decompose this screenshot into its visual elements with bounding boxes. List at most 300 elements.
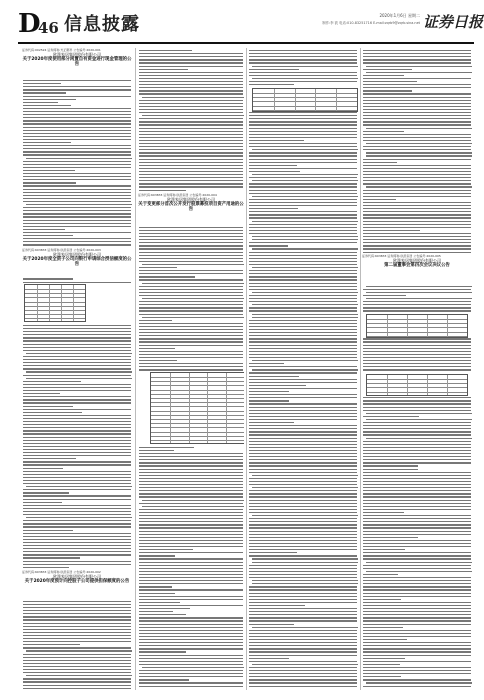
table-column-rule — [274, 89, 275, 111]
body-text-line — [363, 93, 471, 94]
article-company: 欧派家居集团股份有限公司 — [53, 574, 101, 579]
body-text-line — [139, 549, 193, 550]
body-text-line — [363, 159, 471, 160]
body-text-line — [249, 493, 357, 494]
body-text-line — [139, 462, 243, 463]
body-text-line — [23, 387, 131, 388]
body-text-line — [23, 170, 75, 171]
article-company: 欧派家居集团股份有限公司 — [53, 252, 101, 257]
body-text-line — [23, 356, 131, 357]
body-text-line — [23, 133, 131, 134]
body-text-line — [23, 117, 131, 118]
body-text-line — [363, 441, 471, 442]
body-text-line — [363, 233, 471, 234]
body-text-line — [363, 453, 471, 454]
body-text-line — [23, 626, 131, 627]
body-text-line — [139, 348, 175, 349]
body-text-line — [23, 384, 131, 385]
body-text-line — [363, 217, 471, 218]
table-row-rule — [151, 381, 244, 382]
table-row-rule — [151, 436, 244, 437]
body-text-line — [249, 447, 357, 448]
body-text-line — [23, 458, 76, 459]
body-text-line — [139, 459, 243, 460]
body-text-line — [252, 174, 358, 175]
body-text-line — [363, 81, 417, 82]
body-text-line — [139, 335, 243, 336]
body-text-line — [249, 453, 357, 454]
body-text-line — [363, 109, 471, 110]
body-text-line — [366, 419, 472, 420]
body-text-line — [249, 345, 357, 346]
column-4 — [362, 48, 472, 690]
body-text-line — [139, 56, 243, 57]
body-text-line — [249, 661, 357, 662]
body-text-line — [23, 564, 131, 565]
table-column-rule — [170, 373, 171, 443]
body-text-line — [363, 124, 471, 125]
body-text-line — [139, 534, 243, 535]
body-text-line — [363, 565, 471, 566]
body-text-line — [249, 503, 357, 504]
body-text-line — [249, 676, 357, 677]
body-text-line — [139, 617, 243, 618]
body-text-line — [26, 378, 132, 379]
body-text-line — [23, 548, 131, 549]
data-table — [150, 372, 244, 444]
table-row-rule — [367, 323, 467, 324]
body-text-line — [23, 557, 80, 558]
body-text-line — [249, 283, 357, 284]
body-text-line — [363, 490, 471, 491]
body-text-line — [249, 69, 299, 70]
body-text-line — [252, 475, 358, 476]
body-text-line — [139, 589, 243, 590]
body-text-line — [23, 567, 69, 568]
body-text-line — [249, 651, 357, 652]
body-text-line — [363, 627, 403, 628]
body-text-line — [23, 523, 131, 524]
body-text-line — [139, 109, 243, 110]
body-text-line — [139, 596, 243, 597]
body-text-line — [363, 351, 471, 352]
body-text-line — [249, 165, 297, 166]
body-text-line — [249, 571, 357, 572]
body-text-line — [23, 632, 131, 633]
body-text-line — [249, 484, 357, 485]
body-text-line — [23, 108, 131, 109]
body-text-line — [23, 660, 131, 661]
body-text-line — [139, 661, 243, 662]
body-text-line — [363, 304, 471, 305]
body-text-line — [139, 84, 243, 85]
body-text-line — [366, 128, 472, 129]
body-text-line — [363, 673, 471, 674]
body-text-line — [249, 233, 357, 234]
body-text-line — [363, 307, 471, 308]
body-text-line — [249, 655, 357, 656]
table-row-rule — [367, 379, 467, 380]
body-text-line — [139, 50, 192, 51]
body-text-line — [363, 540, 471, 541]
body-text-line — [139, 100, 243, 101]
body-text-line — [23, 502, 62, 503]
body-text-line — [23, 151, 131, 152]
body-text-line — [363, 416, 419, 417]
body-text-line — [249, 431, 357, 432]
body-text-line — [366, 152, 472, 153]
body-text-line — [139, 53, 243, 54]
body-text-line — [249, 214, 357, 215]
body-text-line — [363, 78, 471, 79]
body-text-line — [139, 543, 243, 544]
body-text-line — [363, 118, 471, 119]
body-text-line — [363, 338, 471, 339]
body-text-line — [249, 506, 357, 507]
article-code: 证券代码:603833 证券简称:欧派家居 公告编号:2020-005 — [362, 254, 441, 258]
body-text-line — [249, 341, 357, 342]
body-text-line — [249, 521, 357, 522]
body-text-line — [249, 382, 357, 383]
body-text-line — [249, 338, 357, 339]
body-text-line — [139, 137, 243, 138]
body-text-line — [249, 620, 357, 621]
body-text-line — [23, 688, 131, 689]
body-text-line — [366, 72, 472, 73]
body-text-line — [139, 171, 243, 172]
data-table — [252, 88, 358, 112]
body-text-line — [363, 56, 471, 57]
body-text-line — [249, 407, 357, 408]
body-text-line — [249, 496, 357, 497]
body-text-line — [23, 201, 131, 202]
body-text-line — [139, 571, 243, 572]
body-text-line — [23, 368, 131, 369]
body-text-line — [249, 490, 357, 491]
body-text-line — [23, 390, 131, 391]
body-text-line — [363, 593, 471, 594]
body-text-line — [363, 53, 471, 54]
body-text-line — [363, 608, 471, 609]
body-text-line — [23, 173, 131, 174]
body-text-line — [363, 534, 471, 535]
body-text-line — [139, 121, 243, 122]
body-text-line — [139, 295, 243, 296]
body-text-line — [363, 363, 471, 364]
body-text-line — [23, 229, 65, 230]
body-text-line — [23, 210, 131, 211]
table-row-rule — [151, 398, 244, 399]
body-text-line — [249, 357, 357, 358]
body-text-line — [142, 298, 244, 299]
body-text-line — [363, 407, 471, 408]
body-text-line — [23, 226, 131, 227]
body-text-line — [252, 180, 358, 181]
body-text-line — [363, 400, 471, 401]
body-text-line — [249, 524, 357, 525]
body-text-line — [249, 217, 357, 218]
body-text-line — [139, 475, 243, 476]
body-text-line — [249, 84, 294, 85]
table-column-rule — [207, 373, 208, 443]
body-text-line — [139, 469, 243, 470]
body-text-line — [363, 112, 471, 113]
body-text-line — [23, 185, 131, 186]
table-row-rule — [151, 377, 244, 378]
body-text-line — [363, 180, 471, 181]
body-text-line — [363, 496, 471, 497]
body-text-line — [249, 255, 357, 256]
body-text-line — [252, 196, 358, 197]
body-text-line — [249, 273, 357, 274]
body-text-line — [363, 348, 471, 349]
body-text-line — [139, 286, 243, 287]
body-text-line — [249, 611, 357, 612]
body-text-line — [23, 421, 131, 422]
body-text-line — [249, 224, 357, 225]
body-text-line — [139, 332, 243, 333]
body-text-line — [366, 143, 472, 144]
body-text-line — [363, 506, 471, 507]
table-row-rule — [25, 297, 85, 298]
body-text-line — [366, 438, 472, 439]
body-text-line — [252, 487, 358, 488]
body-text-line — [249, 459, 357, 460]
body-text-line — [249, 679, 357, 680]
body-text-line — [249, 422, 294, 423]
table-row-rule — [151, 385, 244, 386]
body-text-line — [363, 503, 471, 504]
body-text-line — [249, 81, 357, 82]
table-column-rule — [226, 373, 227, 443]
body-text-line — [139, 252, 243, 253]
body-text-line — [249, 527, 357, 528]
body-text-line — [23, 362, 131, 363]
body-text-line — [249, 639, 357, 640]
body-text-line — [249, 298, 357, 299]
table-row-rule — [25, 318, 85, 319]
body-text-line — [249, 354, 357, 355]
body-text-line — [249, 636, 357, 637]
body-text-line — [363, 205, 471, 206]
body-text-line — [23, 167, 131, 168]
body-text-line — [23, 505, 131, 506]
body-text-line — [139, 586, 172, 587]
body-text-line — [363, 651, 471, 652]
body-text-line — [26, 517, 132, 518]
body-text-line — [363, 500, 471, 501]
body-text-line — [139, 484, 243, 485]
body-text-line — [139, 165, 243, 166]
body-text-line — [139, 366, 243, 367]
body-text-line — [139, 608, 190, 609]
body-text-line — [23, 427, 131, 428]
body-text-line — [363, 459, 471, 460]
table-row-rule — [253, 93, 357, 94]
body-text-line — [252, 221, 358, 222]
body-text-line — [23, 220, 131, 221]
body-text-line — [139, 633, 243, 634]
body-text-line — [363, 611, 471, 612]
body-text-line — [363, 633, 471, 634]
body-text-line — [23, 526, 131, 527]
body-text-line — [139, 168, 243, 169]
body-text-line — [366, 286, 472, 287]
body-text-line — [139, 537, 243, 538]
body-text-line — [249, 307, 357, 308]
body-text-line — [139, 341, 243, 342]
table-row-rule — [367, 387, 467, 388]
body-text-line — [363, 100, 471, 101]
body-text-line — [139, 162, 243, 163]
body-text-line — [249, 546, 357, 547]
body-text-line — [139, 630, 243, 631]
body-text-line — [249, 518, 357, 519]
body-text-line — [363, 410, 471, 411]
body-text-line — [249, 509, 357, 510]
body-text-line — [366, 562, 472, 563]
body-text-line — [23, 536, 131, 537]
table-column-rule — [427, 375, 428, 395]
body-text-line — [139, 642, 243, 643]
body-text-line — [252, 664, 358, 665]
body-text-line — [23, 415, 131, 416]
table-row-rule — [367, 336, 467, 337]
body-text-line — [363, 484, 471, 485]
body-text-line — [23, 406, 73, 407]
body-text-line — [23, 477, 131, 478]
article-header — [22, 48, 132, 67]
body-text-line — [363, 630, 471, 631]
body-text-line — [363, 450, 471, 451]
body-text-line — [23, 455, 131, 456]
body-text-line — [23, 409, 131, 410]
body-text-line — [23, 80, 131, 81]
body-text-line — [23, 179, 131, 180]
body-text-line — [249, 565, 357, 566]
body-text-line — [249, 403, 357, 404]
body-text-line — [23, 154, 131, 155]
body-text-line — [363, 239, 471, 240]
body-text-line — [139, 267, 177, 268]
body-text-line — [363, 289, 471, 290]
body-text-line — [249, 261, 357, 262]
body-text-line — [363, 577, 471, 578]
table-column-rule — [73, 285, 74, 321]
body-text-line — [139, 658, 243, 659]
body-text-line — [363, 366, 471, 367]
body-text-line — [139, 558, 243, 559]
body-text-line — [139, 304, 243, 305]
body-text-line — [249, 416, 357, 417]
body-text-line — [252, 627, 358, 628]
body-text-line — [139, 279, 243, 280]
body-text-line — [363, 428, 471, 429]
body-text-line — [249, 673, 357, 674]
body-text-line — [363, 583, 471, 584]
body-text-line — [363, 196, 471, 197]
body-text-line — [249, 245, 288, 246]
body-text-line — [139, 552, 243, 553]
table-column-rule — [447, 375, 448, 395]
body-text-line — [363, 162, 397, 163]
body-text-line — [363, 431, 471, 432]
body-text-line — [23, 347, 131, 348]
body-text-line — [363, 661, 471, 662]
body-text-line — [252, 360, 358, 361]
data-table — [24, 284, 86, 322]
body-text-line — [363, 487, 471, 488]
data-table — [366, 314, 468, 338]
body-text-line — [363, 478, 471, 479]
body-text-line — [139, 72, 243, 73]
body-text-line — [363, 165, 471, 166]
body-text-line — [363, 552, 471, 553]
body-text-line — [139, 239, 243, 240]
article-header — [362, 254, 472, 268]
body-text-line — [23, 235, 73, 236]
body-text-line — [139, 605, 243, 606]
body-text-line — [23, 114, 131, 115]
body-text-line — [363, 345, 471, 346]
body-text-line — [139, 314, 243, 315]
newspaper-logo: 证券日报 — [423, 13, 484, 31]
body-text-line — [363, 75, 404, 76]
body-text-line — [363, 224, 471, 225]
body-text-line — [139, 245, 243, 246]
body-text-line — [139, 363, 243, 364]
body-text-line — [363, 199, 396, 200]
body-text-line — [249, 537, 357, 538]
body-text-line — [249, 555, 357, 556]
body-text-line — [249, 438, 357, 439]
body-text-line — [139, 679, 189, 680]
body-text-line — [139, 258, 243, 259]
body-text-line — [249, 53, 357, 54]
body-text-line — [23, 629, 131, 630]
body-text-line — [363, 211, 471, 212]
body-text-line — [139, 90, 243, 91]
body-text-line — [139, 627, 243, 628]
body-text-line — [252, 66, 358, 67]
body-text-line — [249, 410, 357, 411]
body-text-line — [252, 248, 358, 249]
body-text-line — [139, 81, 243, 82]
body-text-line — [249, 162, 357, 163]
body-text-line — [139, 481, 243, 482]
article-title: 关于2020年度使用部分闲置自有资金进行现金管理的公告 — [22, 57, 132, 67]
body-text-line — [139, 152, 243, 153]
body-text-line — [249, 242, 357, 243]
body-text-line — [363, 456, 471, 457]
body-text-line — [23, 641, 131, 642]
masthead — [18, 9, 484, 42]
page-number: 46 — [38, 19, 59, 37]
body-text-line — [363, 369, 471, 370]
body-text-line — [26, 650, 132, 651]
body-text-line — [249, 596, 357, 597]
body-text-line — [23, 449, 131, 450]
body-text-line — [23, 331, 131, 332]
body-text-line — [139, 236, 243, 237]
body-text-line — [23, 647, 131, 648]
article-header — [22, 248, 132, 267]
body-text-line — [249, 472, 357, 473]
body-text-line — [249, 614, 357, 615]
body-text-line — [23, 102, 58, 103]
body-text-line — [363, 515, 471, 516]
body-text-line — [249, 329, 357, 330]
